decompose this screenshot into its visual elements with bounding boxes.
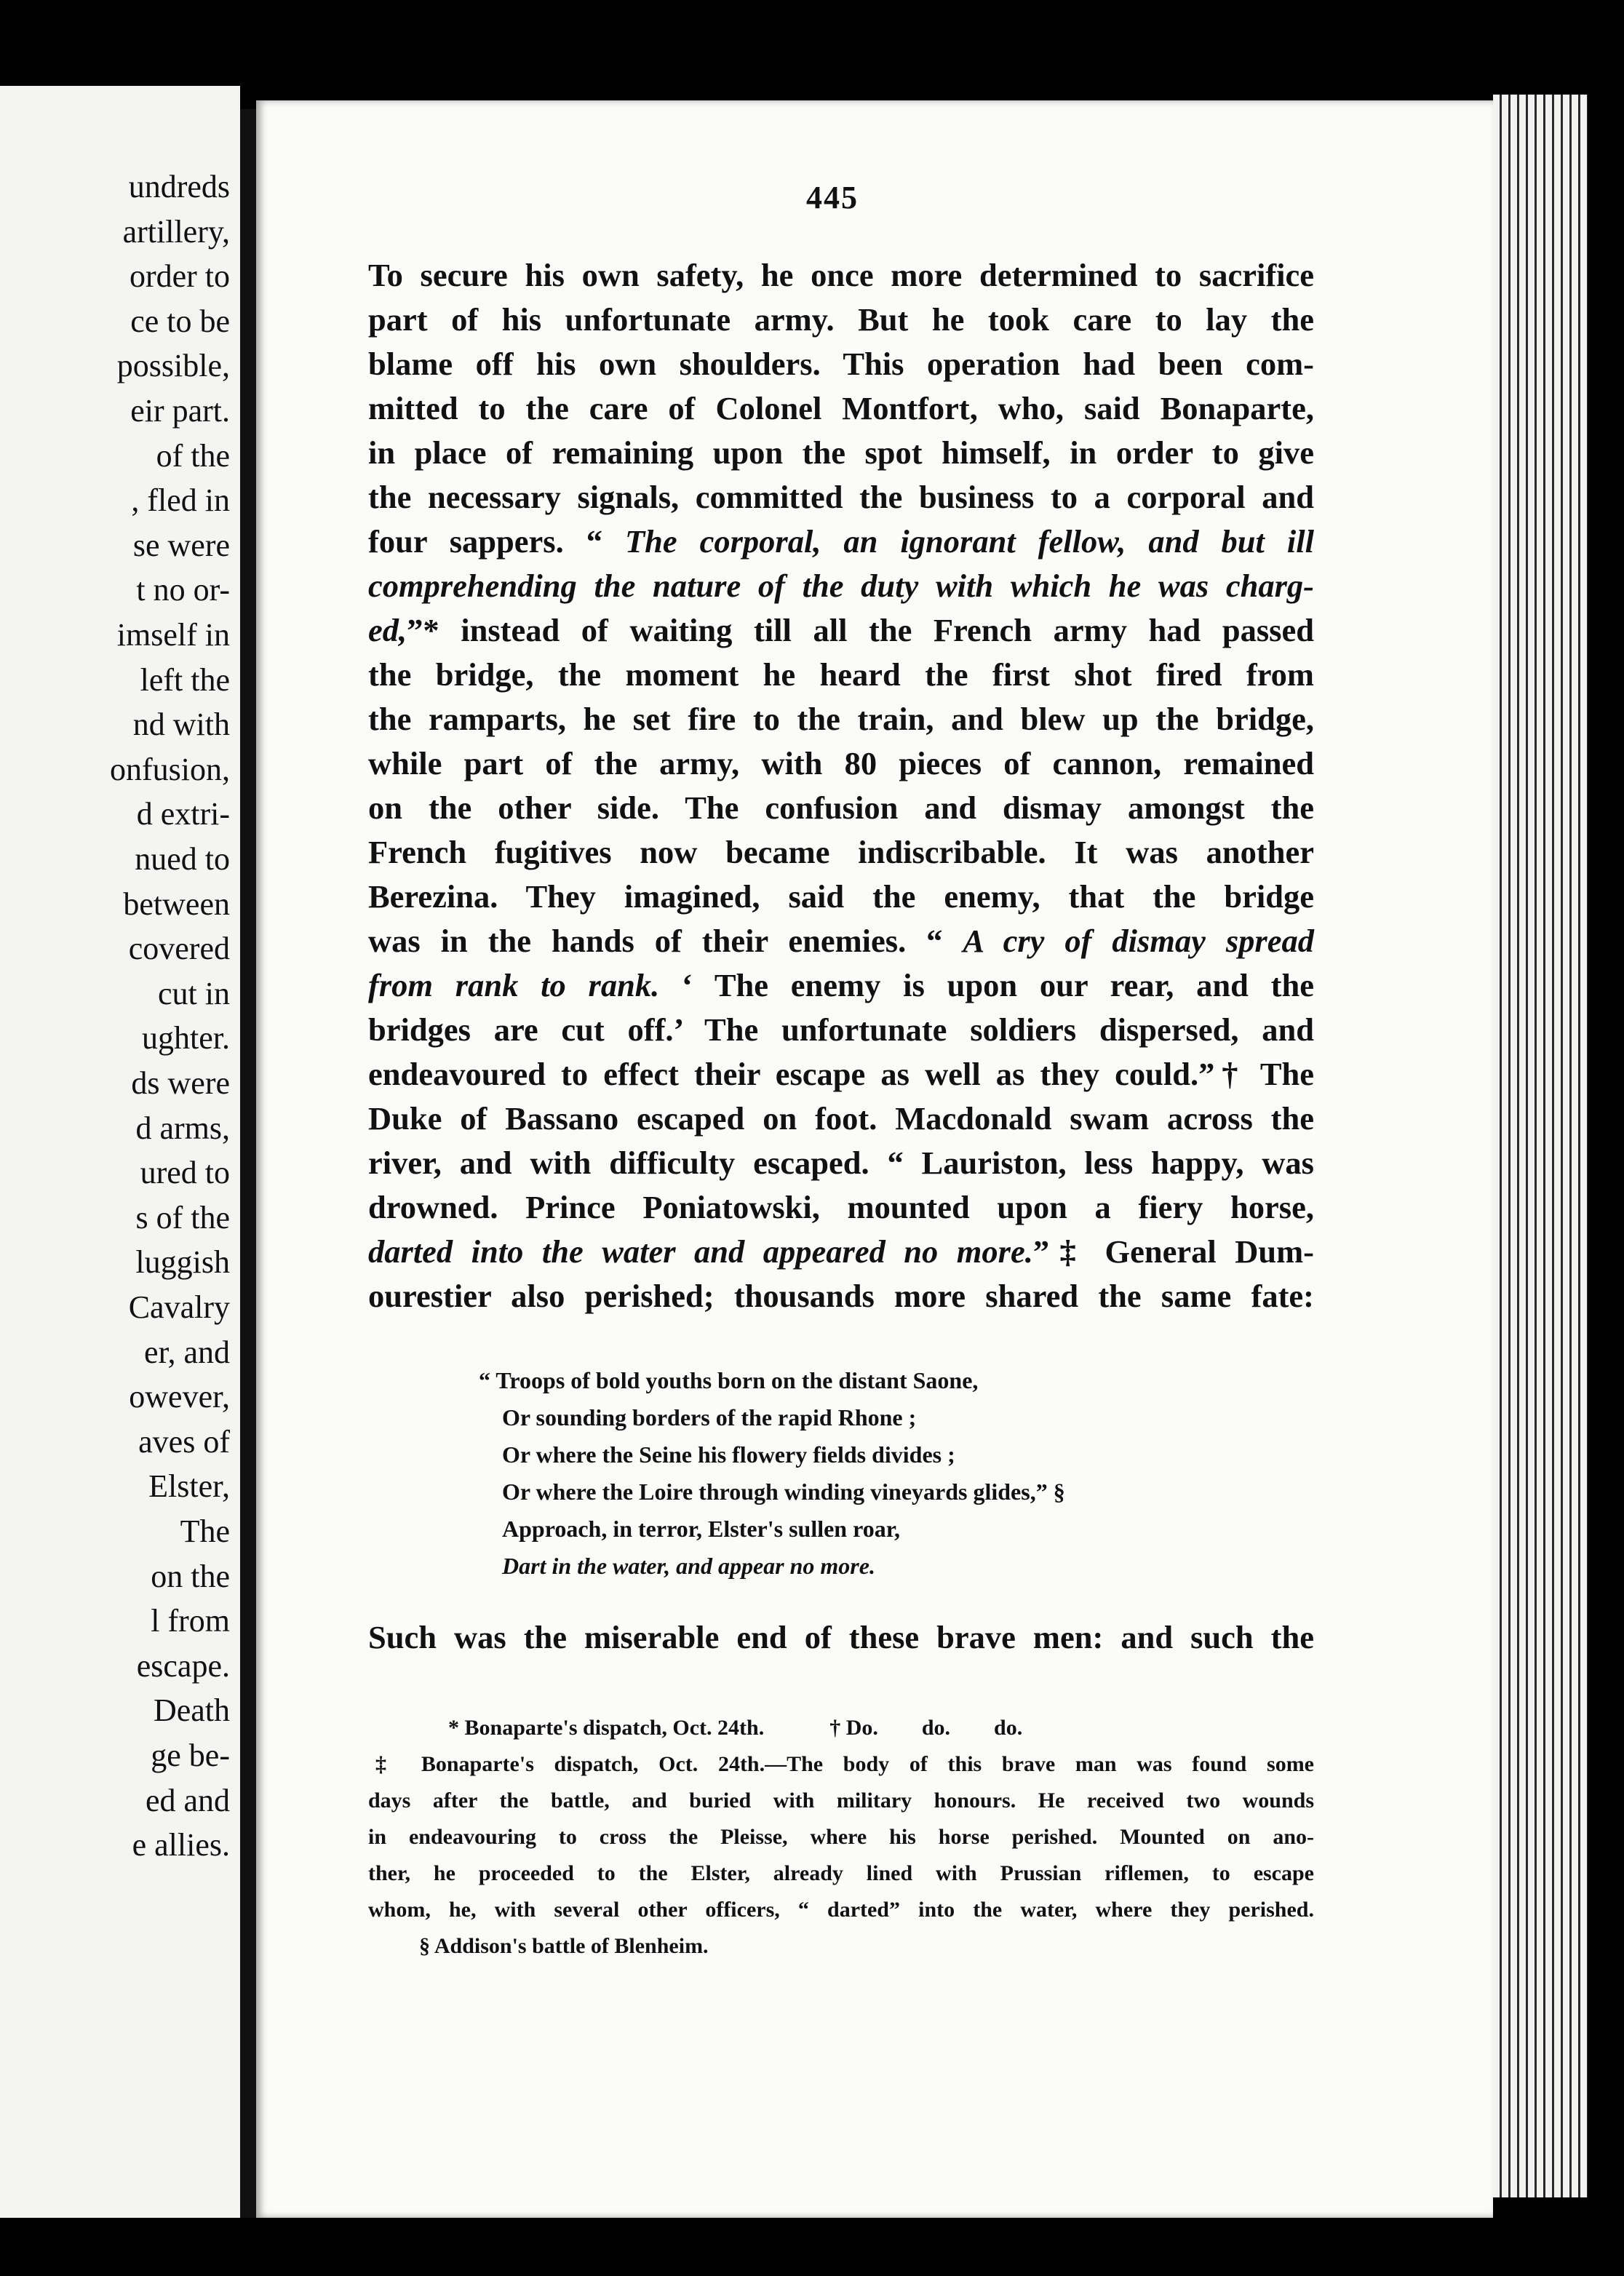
footnote-line: ther, he proceeded to the Elster, already lined with Prussian riflemen, to escape xyxy=(368,1861,1314,1885)
body-line: Duke of Bassano escaped on foot. Macdonald swam across the xyxy=(368,1100,1314,1137)
left-page-line: d arms, xyxy=(135,1110,230,1146)
left-page-line: ughter. xyxy=(142,1020,230,1057)
footnote-line: whom, he, with several other officers, “ darted” into the water, where they perished. xyxy=(368,1898,1314,1922)
book-gutter xyxy=(240,109,256,2248)
body-line: ed,”* instead of waiting till all the French army had passed xyxy=(368,612,1314,648)
verse-line: Or where the Loire through winding vineyards glides,” § xyxy=(502,1479,1065,1505)
left-page-line: d extri- xyxy=(136,796,230,832)
left-page-line: nd with xyxy=(132,707,230,743)
left-page-line: Cavalry xyxy=(128,1289,230,1325)
verse-line: Approach, in terror, Elster's sullen roar, xyxy=(502,1516,900,1542)
left-page-line: ds were xyxy=(131,1065,230,1101)
footnote-line: § Addison's battle of Blenheim. xyxy=(419,1934,709,1958)
left-page-line: order to xyxy=(129,258,230,295)
left-page-line: er, and xyxy=(144,1334,230,1370)
left-page-line: escape. xyxy=(136,1647,230,1684)
body-line: blame off his own shoulders. This operation had been com- xyxy=(368,346,1314,382)
verse-quotation xyxy=(479,1362,1157,1585)
body-line: in place of remaining upon the spot himself, in order to give xyxy=(368,434,1314,471)
left-page-line: cut in xyxy=(158,975,230,1011)
left-page-line: l from xyxy=(151,1603,230,1639)
verse-line: Or where the Seine his flowery fields divides ; xyxy=(502,1441,955,1468)
facing-left-page xyxy=(0,86,240,2218)
left-page-line: on the xyxy=(151,1558,230,1594)
left-page-line: Death xyxy=(153,1692,230,1729)
verse-line: “ Troops of bold youths born on the distant Saone, xyxy=(479,1367,979,1393)
footnotes xyxy=(368,1710,1314,1965)
left-page-line: , fled in xyxy=(131,482,230,519)
left-page-line: between xyxy=(123,886,230,922)
body-line: ourestier also perished; thousands more shared the same fate: xyxy=(368,1278,1314,1314)
left-page-line: ge be- xyxy=(151,1738,230,1773)
body-text xyxy=(368,253,1314,1318)
left-page-line: ed and xyxy=(145,1782,230,1818)
left-page-line: undreds xyxy=(128,169,230,204)
body-line: from rank to rank. ‘ The enemy is upon our rear, and the xyxy=(368,967,1314,1003)
left-page-line: aves of xyxy=(138,1423,230,1460)
body-line: the necessary signals, committed the business to a corporal and xyxy=(368,479,1314,515)
left-page-line: left the xyxy=(140,661,230,698)
body-line: endeavoured to effect their escape as well as they could.”† The xyxy=(368,1056,1314,1092)
left-page-line: e allies. xyxy=(132,1827,230,1863)
page-edges xyxy=(1493,95,1588,2227)
body-line: drowned. Prince Poniatowski, mounted upon a fiery horse, xyxy=(368,1189,1314,1225)
body-line: bridges are cut off.’ The unfortunate soldiers dispersed, and xyxy=(368,1011,1314,1048)
left-page-line: artillery, xyxy=(122,213,230,250)
left-page-line: nued to xyxy=(135,841,230,877)
body-line: was in the hands of their enemies. “ A cry of dismay spread xyxy=(368,923,1314,959)
left-page-line: of the xyxy=(156,437,230,474)
body-line: on the other side. The confusion and dismay amongst the xyxy=(368,789,1314,826)
footnote-line: ‡ Bonaparte's dispatch, Oct. 24th.—The body of this brave man was found some xyxy=(375,1752,1314,1776)
left-page-line: owever, xyxy=(129,1379,230,1415)
body-line: French fugitives now became indiscribable. It was another xyxy=(368,834,1314,870)
body-line: comprehending the nature of the duty with which he was charg- xyxy=(368,568,1314,604)
left-page-line: covered xyxy=(128,931,230,967)
body-line: Berezina. They imagined, said the enemy, that the bridge xyxy=(368,878,1314,915)
body-line: the ramparts, he set fire to the train, and blew up the bridge, xyxy=(368,701,1314,737)
left-page-line: onfusion, xyxy=(110,751,230,787)
verse-line: Or sounding borders of the rapid Rhone ; xyxy=(502,1404,917,1431)
body-line: To secure his own safety, he once more determined to sacrifice xyxy=(368,257,1314,293)
left-page-line: The xyxy=(180,1513,230,1549)
left-page-line: eir part. xyxy=(130,393,230,429)
body-line: while part of the army, with 80 pieces of cannon, remained xyxy=(368,745,1314,781)
footnote-line: days after the battle, and buried with military honours. He received two wounds xyxy=(368,1788,1314,1813)
footnote-line: * Bonaparte's dispatch, Oct. 24th. † Do. do. do. xyxy=(448,1716,1023,1740)
left-page-line: t no or- xyxy=(136,572,230,608)
body-line: river, and with difficulty escaped. “ Lauriston, less happy, was xyxy=(368,1145,1314,1181)
left-page-line: luggish xyxy=(135,1244,230,1281)
body-line: the bridge, the moment he heard the first shot fired from xyxy=(368,656,1314,693)
left-page-line: imself in xyxy=(116,617,230,653)
body-line: part of his unfortunate army. But he took care to lay the xyxy=(368,301,1314,338)
closing-line: Such was the miserable end of these brave men: and such the xyxy=(368,1619,1314,1655)
body-line: four sappers. “ The corporal, an ignorant fellow, and but ill xyxy=(368,523,1314,560)
body-line: mitted to the care of Colonel Montfort, who, said Bonaparte, xyxy=(368,390,1314,426)
left-page-line: Elster, xyxy=(148,1468,230,1505)
page-number: 445 xyxy=(806,180,859,215)
left-page-line: se were xyxy=(132,527,230,563)
left-page-line: ured to xyxy=(140,1155,230,1191)
verse-line: Dart in the water, and appear no more. xyxy=(502,1553,875,1579)
left-page-line: possible, xyxy=(116,348,230,384)
scan-bottom-edge xyxy=(0,2218,1624,2276)
footnote-line: in endeavouring to cross the Pleisse, where his horse perished. Mounted on ano- xyxy=(368,1825,1314,1849)
body-line: darted into the water and appeared no more.”‡ General Dum- xyxy=(368,1233,1314,1270)
left-page-line: ce to be xyxy=(130,303,230,339)
left-page-line: s of the xyxy=(135,1199,230,1236)
